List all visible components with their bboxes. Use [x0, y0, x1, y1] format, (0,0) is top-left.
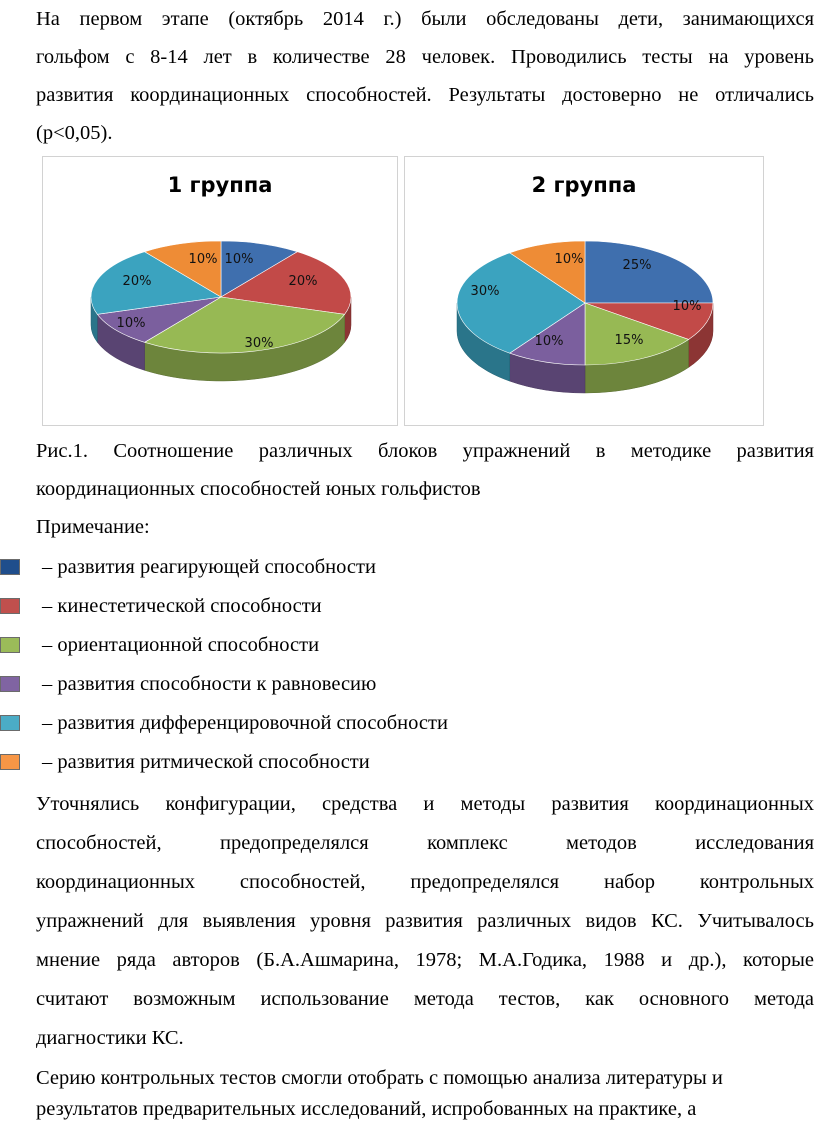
legend-swatch: [0, 598, 20, 614]
intro-line: развития координационных способностей. Результаты достоверно не отличались: [36, 84, 814, 106]
pie-slice-label: 20%: [122, 274, 152, 289]
legend-label: – развития дифференцировочной способности: [42, 712, 448, 734]
intro-line: На первом этапе (октябрь 2014 г.) были обследованы дети, занимающихся: [36, 8, 814, 30]
legend-label: – кинестетической способности: [42, 595, 322, 617]
intro-line: (р<0,05).: [36, 122, 113, 144]
pie-slice-label: 30%: [244, 336, 274, 351]
pie-chart-group-2: [404, 156, 764, 426]
chart-title: 2 группа: [531, 173, 637, 197]
legend-label: – ориентационной способности: [42, 634, 320, 656]
chart-title: 1 группа: [167, 173, 273, 197]
pie-chart-svg: [43, 157, 399, 427]
body-line: способностей, предопределялся комплекс методов исследования: [36, 832, 814, 854]
body-line: результатов предварительных исследований, испробованных на практике, а: [36, 1098, 697, 1120]
pie-slice-label: 10%: [188, 252, 218, 267]
pie-slice-label: 10%: [534, 334, 564, 349]
pie-slice-label: 20%: [288, 274, 318, 289]
pie-slice-label: 10%: [672, 299, 702, 314]
body-line: считают возможным использование метода тестов, как основного метода: [36, 988, 814, 1010]
pie-slice-label: 25%: [622, 258, 652, 273]
figure-caption-line: координационных способностей юных гольфистов: [36, 478, 481, 500]
legend-swatch: [0, 676, 20, 692]
body-line: Уточнялись конфигурации, средства и методы развития координационных: [36, 793, 814, 815]
body-line: Серию контрольных тестов смогли отобрать с помощью анализа литературы и: [36, 1067, 723, 1089]
body-line: диагностики КС.: [36, 1027, 184, 1049]
note-label: Примечание:: [36, 516, 150, 538]
pie-chart-svg: [405, 157, 765, 427]
legend-label: – развития реагирующей способности: [42, 556, 376, 578]
legend-label: – развития ритмической способности: [42, 751, 370, 773]
legend-swatch: [0, 754, 20, 770]
pie-slice-label: 30%: [470, 284, 500, 299]
legend-swatch: [0, 715, 20, 731]
pie-slice-label: 10%: [554, 252, 584, 267]
body-line: упражнений для выявления уровня развития различных видов КС. Учитывалось: [36, 910, 814, 932]
intro-line: гольфом с 8-14 лет в количестве 28 человек. Проводились тесты на уровень: [36, 46, 814, 68]
body-line: координационных способностей, предопределялся набор контрольных: [36, 871, 814, 893]
body-line: мнение ряда авторов (Б.А.Ашмарина, 1978; М.А.Годика, 1988 и др.), которые: [36, 949, 814, 971]
legend-swatch: [0, 559, 20, 575]
figure-caption-line: Рис.1. Соотношение различных блоков упражнений в методике развития: [36, 440, 814, 462]
pie-chart-group-1: [42, 156, 398, 426]
pie-slice-label: 10%: [116, 316, 146, 331]
pie-slice-label: 15%: [614, 333, 644, 348]
legend-label: – развития способности к равновесию: [42, 673, 377, 695]
legend-swatch: [0, 637, 20, 653]
pie-slice-label: 10%: [224, 252, 254, 267]
